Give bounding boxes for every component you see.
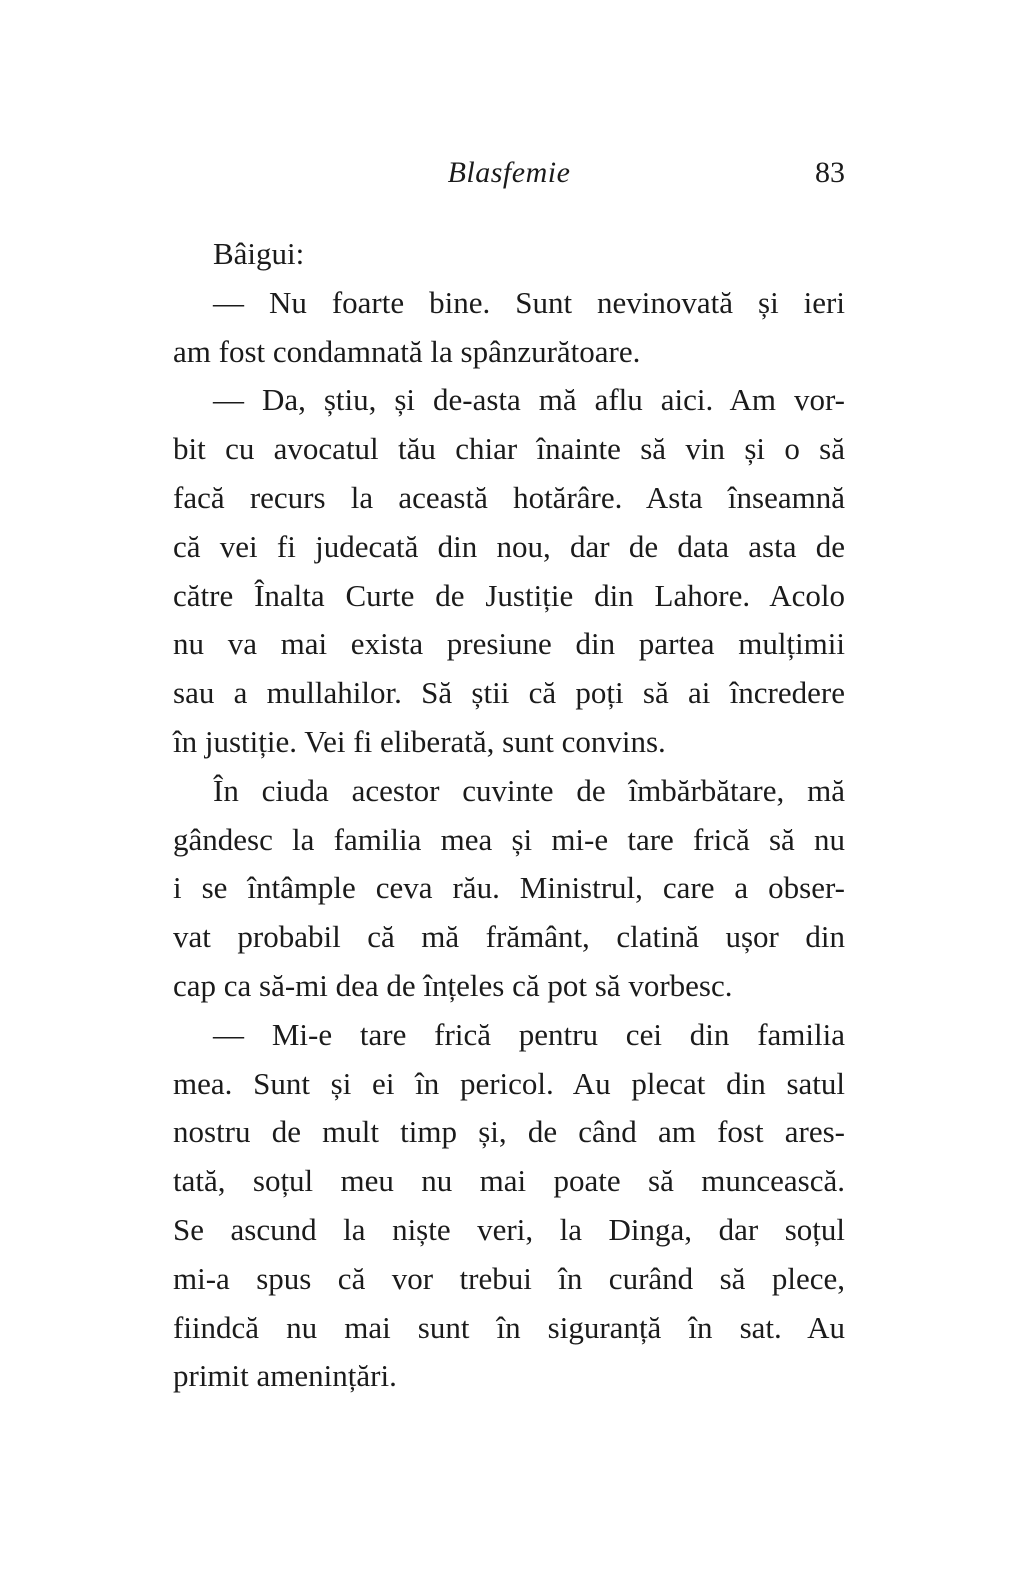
paragraph: [173, 1011, 845, 1401]
text-line: — Mi-e tare frică pentru cei din familia: [213, 1016, 845, 1052]
running-title: Blasfemie: [447, 156, 571, 189]
page-text: [173, 230, 845, 1401]
text-line: bit cu avocatul tău chiar înainte să vin și o să: [173, 431, 845, 467]
paragraph: [173, 767, 845, 1011]
text-line: Se ascund la niște veri, la Dinga, dar soțul: [173, 1211, 845, 1247]
text-line: cap ca să-mi dea de înțeles că pot să vorbesc.: [173, 967, 733, 1003]
text-line: în justiție. Vei fi eliberată, sunt convins.: [173, 723, 666, 759]
text-line: am fost condamnată la spânzurătoare.: [173, 333, 641, 369]
text-line: nu va mai exista presiune din partea mulțimii: [173, 626, 845, 662]
text-line: gândesc la familia mea și mi-e tare frică să nu: [173, 821, 845, 857]
paragraph: [173, 376, 845, 766]
page-number: 83: [815, 156, 845, 189]
text-line: vat probabil că mă frământ, clatină ușor din: [173, 919, 845, 955]
text-line: mi-a spus că vor trebui în curând să plece,: [173, 1260, 845, 1296]
text-line: În ciuda acestor cuvinte de îmbărbătare, mă: [213, 772, 845, 808]
text-line: sau a mullahilor. Să știi că poți să ai încredere: [173, 675, 845, 711]
page-header: [173, 152, 845, 194]
paragraph: [173, 279, 845, 377]
text-line: — Nu foarte bine. Sunt nevinovată și ieri: [213, 284, 845, 320]
text-line: primit amenințări.: [173, 1358, 397, 1394]
text-line: tată, soțul meu nu mai poate să muncească.: [173, 1163, 845, 1199]
text-line: către Înalta Curte de Justiție din Lahore. Acolo: [173, 577, 845, 613]
text-line: — Da, știu, și de-asta mă aflu aici. Am vor-: [213, 382, 845, 418]
text-line: facă recurs la această hotărâre. Asta înseamnă: [173, 479, 845, 515]
text-line: că vei fi judecată din nou, dar de data asta de: [173, 528, 845, 564]
text-line: fiindcă nu mai sunt în siguranță în sat. Au: [173, 1309, 845, 1345]
text-line: i se întâmple ceva rău. Ministrul, care a obser-: [173, 870, 845, 906]
text-line: Bâigui:: [213, 236, 305, 271]
text-line: mea. Sunt și ei în pericol. Au plecat din satul: [173, 1065, 845, 1101]
text-line: nostru de mult timp și, de când am fost ares-: [173, 1114, 845, 1150]
paragraph: [173, 230, 845, 279]
